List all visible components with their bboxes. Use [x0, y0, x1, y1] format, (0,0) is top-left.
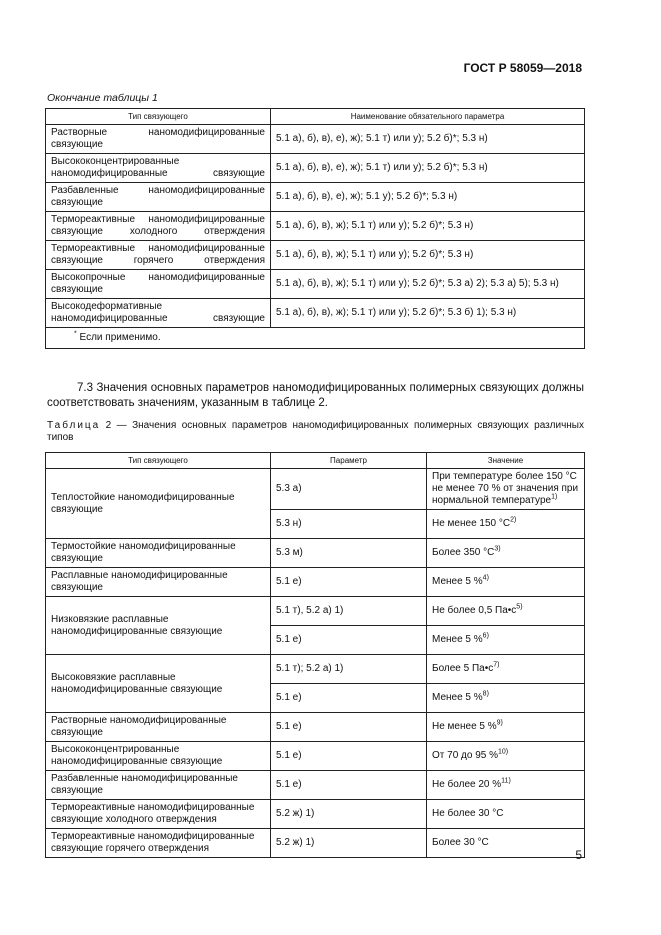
table2-cell-type: Высококонцентрированные наномодифицированные связующие: [46, 742, 271, 771]
table2-row: [46, 771, 585, 800]
table1-note-row: [46, 328, 585, 349]
table2-row: [46, 713, 585, 742]
table1-row: [46, 125, 585, 154]
table1-header-type: Тип связующего: [46, 109, 271, 125]
table1-row: [46, 299, 585, 328]
table1-cell-param: 5.1 а), б), в), е), ж); 5.1 т) или у); 5.2 б)*; 5.3 н): [271, 154, 585, 183]
table2-cell-type: Высоковязкие расплавные наномодифицированные связующие: [46, 655, 271, 713]
table2-row: [46, 829, 585, 858]
table2-cell-param: 5.3 н): [271, 510, 427, 539]
table2-cell-value: [427, 597, 585, 626]
value-text: Не более 20 %: [432, 779, 502, 790]
table2-cell-value: [427, 510, 585, 539]
table1-cell-param: 5.1 а), б), в), е), ж); 5.1 т) или у); 5.2 б)*; 5.3 н): [271, 125, 585, 154]
table2-cell-param: 5.1 е): [271, 742, 427, 771]
value-text: Менее 5 %: [432, 576, 483, 587]
table1-row: [46, 154, 585, 183]
table1-cell-param: 5.1 а), б), в), ж); 5.1 т) или у); 5.2 б)*; 5.3 а) 2); 5.3 а) 5); 5.3 н): [271, 270, 585, 299]
table2-cell-param: 5.2 ж) 1): [271, 800, 427, 829]
table2-row: [46, 800, 585, 829]
table2-row: [46, 568, 585, 597]
table2-cell-value: [427, 655, 585, 684]
table2-caption: [47, 420, 584, 444]
value-text: При температуре более 150 °С не менее 70 % от значения при нормальной температуре: [432, 471, 579, 506]
table1-continuation-label: Окончание таблицы 1: [47, 92, 158, 104]
table1-cell-type: Термореактивные наномодифицированные связующие горячего отверждения: [46, 241, 271, 270]
table2-cell-param: 5.3 а): [271, 469, 427, 510]
value-footnote-ref: 9): [496, 719, 503, 727]
value-text: Не менее 5 %: [432, 721, 497, 732]
table1-cell-param: 5.1 а), б), в), ж); 5.1 т) или у); 5.2 б)*; 5.3 б) 1); 5.3 н): [271, 299, 585, 328]
table2-cell-type: Термореактивные наномодифицированные связующие холодного отверждения: [46, 800, 271, 829]
table2-cell-param: 5.1 е): [271, 713, 427, 742]
table2-cell-type: Теплостойкие наномодифицированные связующие: [46, 469, 271, 539]
value-text: Не более 30 °С: [432, 808, 504, 819]
table2-cell-value: [427, 713, 585, 742]
table2-cell-value: [427, 742, 585, 771]
table2-cell-value: [427, 829, 585, 858]
table2-caption-label: Таблица: [47, 420, 101, 431]
value-footnote-ref: 2): [510, 516, 517, 524]
table2-cell-type: Низковязкие расплавные наномодифицированные связующие: [46, 597, 271, 655]
value-text: Более 350 °С: [432, 547, 495, 558]
table2-header-param: Параметр: [271, 453, 427, 469]
table2-cell-type: Термостойкие наномодифицированные связующие: [46, 539, 271, 568]
table1-header-row: [46, 109, 585, 125]
value-footnote-ref: 4): [482, 574, 489, 582]
table2-cell-value: [427, 568, 585, 597]
table2-cell-value: [427, 800, 585, 829]
value-text: Более 30 °С: [432, 837, 489, 848]
value-footnote-ref: 7): [493, 661, 500, 669]
standard-number: ГОСТ Р 58059—2018: [463, 61, 582, 75]
note-text: Если применимо.: [79, 332, 161, 343]
value-text: Не более 0,5 Па•с: [432, 605, 517, 616]
value-footnote-ref: 5): [516, 603, 523, 611]
value-text: От 70 до 95 %: [432, 750, 499, 761]
table1-cell-type: Разбавленные наномодифицированные связующие: [46, 183, 271, 212]
value-footnote-ref: 10): [498, 748, 509, 756]
paragraph-7-3: 7.3 Значения основных параметров наномодифицированных полимерных связующих должны соответствовать значениям, указанным в таблице 2.: [47, 382, 584, 409]
table1-row: [46, 241, 585, 270]
table1-header-param: Наименование обязательного параметра: [271, 109, 585, 125]
table2-cell-param: 5.2 ж) 1): [271, 829, 427, 858]
table2-caption-text: 2 — Значения основных параметров наномодифицированных полимерных связующих различных типов: [47, 420, 584, 443]
table1-row: [46, 270, 585, 299]
table2-cell-type: Растворные наномодифицированные связующие: [46, 713, 271, 742]
value-footnote-ref: 1): [551, 493, 558, 501]
table2-header-row: [46, 453, 585, 469]
table2-header-type: Тип связующего: [46, 453, 271, 469]
table2-cell-type: Расплавные наномодифицированные связующие: [46, 568, 271, 597]
table1-cell-type: Высокопрочные наномодифицированные связующие: [46, 270, 271, 299]
table1: [45, 108, 585, 349]
value-footnote-ref: 11): [501, 777, 511, 785]
table2-cell-param: 5.1 е): [271, 626, 427, 655]
table2-cell-param: 5.1 е): [271, 771, 427, 800]
table2-cell-param: 5.1 е): [271, 684, 427, 713]
page-number: 5: [575, 848, 582, 862]
table1-cell-param: 5.1 а), б), в), ж); 5.1 т) или у); 5.2 б)*; 5.3 н): [271, 212, 585, 241]
table2-cell-value: [427, 684, 585, 713]
table2-row: [46, 655, 585, 684]
table1-cell-param: 5.1 а), б), в), е), ж); 5.1 у); 5.2 б)*; 5.3 н): [271, 183, 585, 212]
table1-note: [46, 328, 585, 349]
table1-cell-param: 5.1 а), б), в), ж); 5.1 т) или у); 5.2 б)*; 5.3 н): [271, 241, 585, 270]
table1-row: [46, 212, 585, 241]
table2-cell-value: [427, 469, 585, 510]
table2-row: [46, 742, 585, 771]
value-text: Менее 5 %: [432, 692, 483, 703]
table2-cell-param: 5.1 т); 5.2 а) 1): [271, 655, 427, 684]
table2-row: [46, 539, 585, 568]
table2-cell-value: [427, 539, 585, 568]
table2-header-value: Значение: [427, 453, 585, 469]
table1-cell-type: Высокодеформативные наномодифицированные связующие: [46, 299, 271, 328]
table2-row: [46, 469, 585, 510]
table2-cell-value: [427, 626, 585, 655]
note-mark: *: [74, 330, 77, 338]
table2-cell-param: 5.1 т), 5.2 а) 1): [271, 597, 427, 626]
table1-cell-type: Высококонцентрированные наномодифицированные связующие: [46, 154, 271, 183]
table2-row: [46, 597, 585, 626]
table2-cell-param: 5.1 е): [271, 568, 427, 597]
value-text: Более 5 Па•с: [432, 663, 494, 674]
value-footnote-ref: 3): [494, 545, 501, 553]
table2-cell-type: Термореактивные наномодифицированные связующие горячего отверждения: [46, 829, 271, 858]
table2-cell-param: 5.3 м): [271, 539, 427, 568]
table2: [45, 452, 585, 858]
value-footnote-ref: 6): [482, 632, 489, 640]
table1-cell-type: Термореактивные наномодифицированные связующие холодного отверждения: [46, 212, 271, 241]
table1-cell-type: Растворные наномодифицированные связующие: [46, 125, 271, 154]
value-text: Менее 5 %: [432, 634, 483, 645]
value-text: Не менее 150 °С: [432, 518, 511, 529]
table1-row: [46, 183, 585, 212]
table2-cell-value: [427, 771, 585, 800]
value-footnote-ref: 8): [482, 690, 489, 698]
table2-cell-type: Разбавленные наномодифицированные связующие: [46, 771, 271, 800]
